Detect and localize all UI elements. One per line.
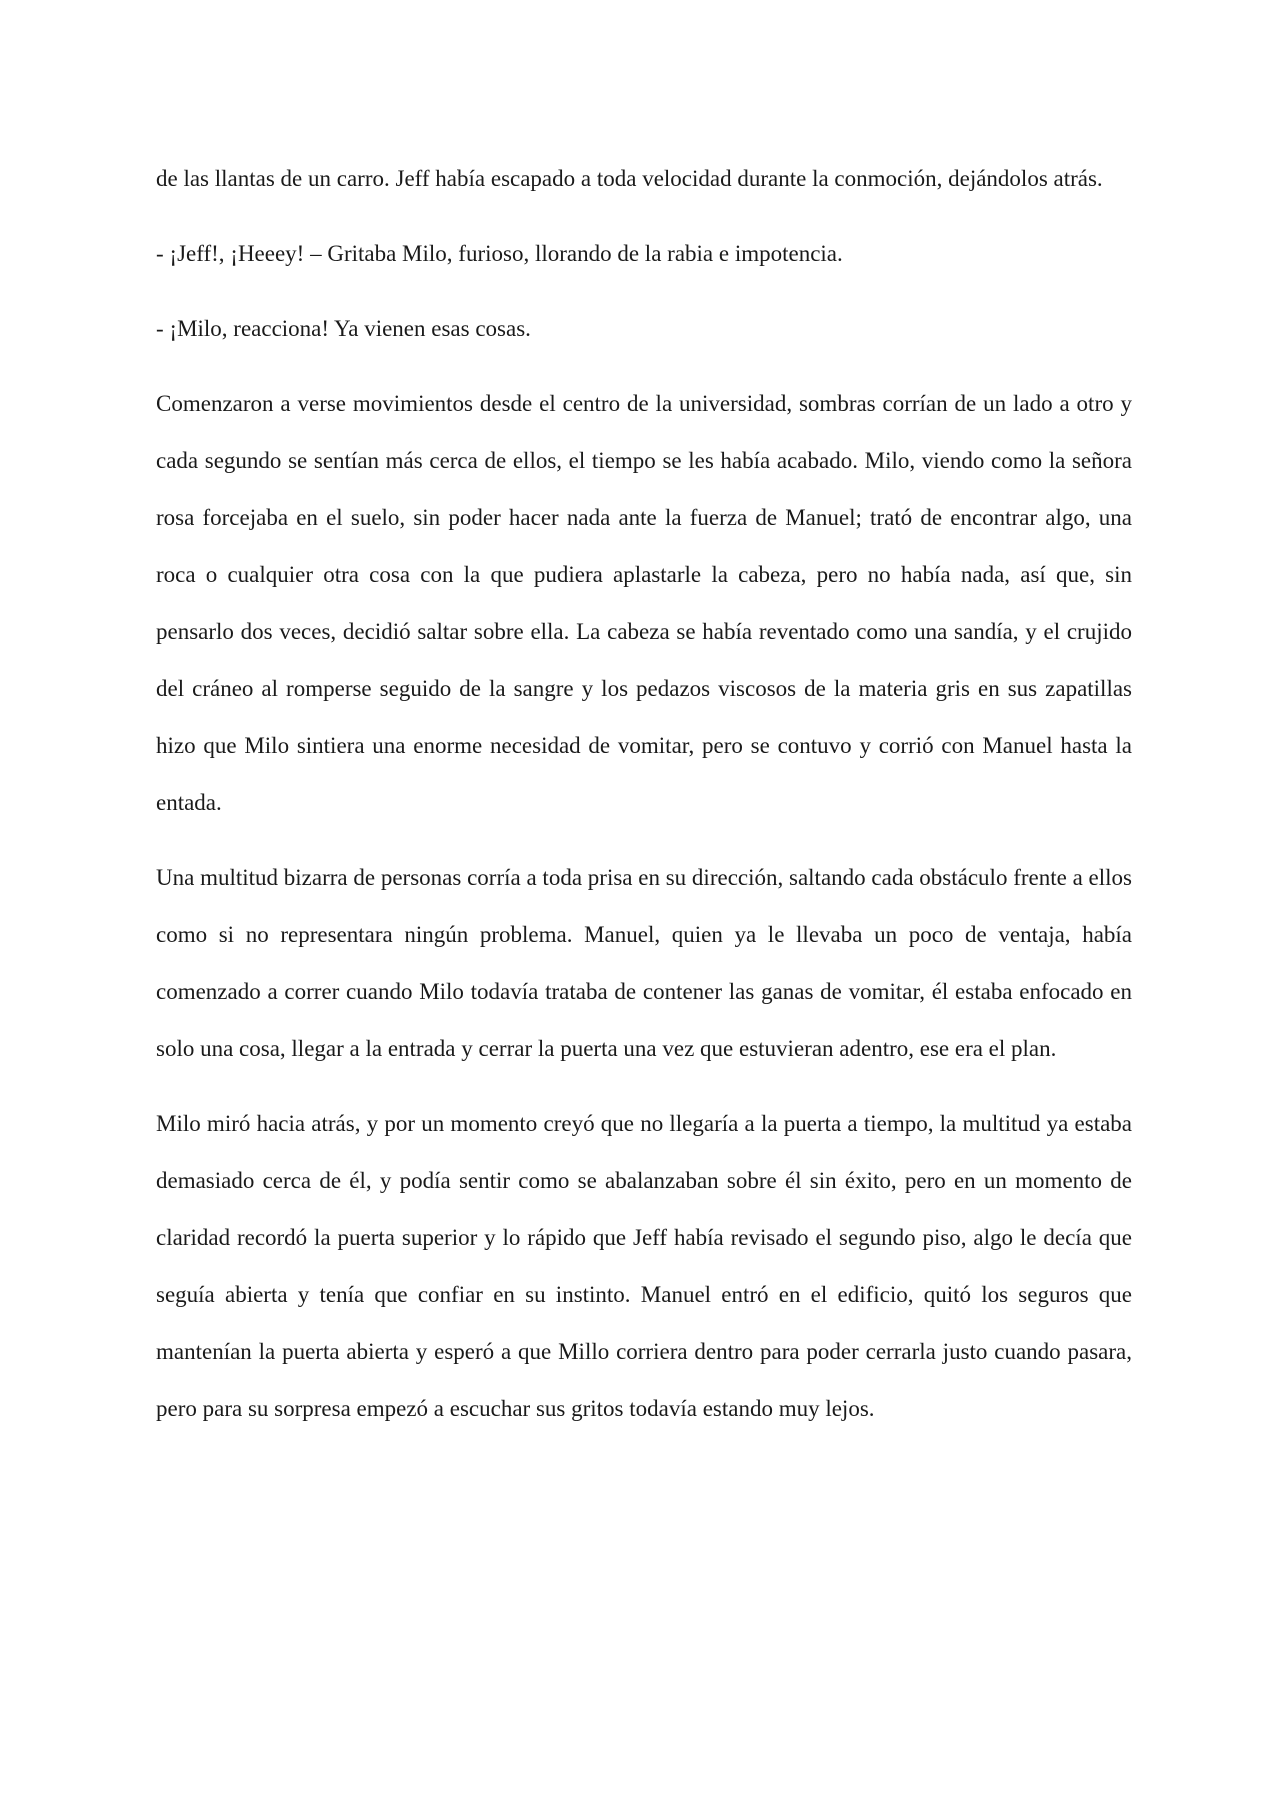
dialogue-line-1: - ¡Jeff!, ¡Heeey! – Gritaba Milo, furioso, llorando de la rabia e impotencia. — [156, 241, 843, 266]
paragraph-3: Una multitud bizarra de personas corría a toda prisa en su dirección, saltando cada obstáculo frente a ellos como si no representara ningún problema. Manuel, quien ya le llevaba un poco de ventaja, había comenzado a correr cuando Milo todavía trataba de contener las ganas de vomitar, él estaba enfocado en solo una cosa, llegar a la entrada y cerrar la puerta una vez que estuvieran adentro, ese era el plan. — [156, 865, 1132, 1061]
paragraph-1: de las llantas de un carro. Jeff había escapado a toda velocidad durante la conmoción, dejándolos atrás. — [156, 166, 1103, 191]
paragraph-4: Milo miró hacia atrás, y por un momento creyó que no llegaría a la puerta a tiempo, la multitud ya estaba demasiado cerca de él, y podía sentir como se abalanzaban sobre él sin éxito, pero en un momento de claridad recordó la puerta superior y lo rápido que Jeff había revisado el segundo piso, algo le decía que seguía abierta y tenía que confiar en su instinto. Manuel entró en el edificio, quitó los seguros que mantenían la puerta abierta y esperó a que Millo corriera dentro para poder cerrarla justo cuando pasara, pero para su sorpresa empezó a escuchar sus gritos todavía estando muy lejos. — [156, 1111, 1132, 1421]
paragraph-2: Comenzaron a verse movimientos desde el centro de la universidad, sombras corrían de un lado a otro y cada segundo se sentían más cerca de ellos, el tiempo se les había acabado. Milo, viendo como la señora rosa forcejaba en el suelo, sin poder hacer nada ante la fuerza de Manuel; trató de encontrar algo, una roca o cualquier otra cosa con la que pudiera aplastarle la cabeza, pero no había nada, así que, sin pensarlo dos veces, decidió saltar sobre ella. La cabeza se había reventado como una sandía, y el crujido del cráneo al romperse seguido de la sangre y los pedazos viscosos de la materia gris en sus zapatillas hizo que Milo sintiera una enorme necesidad de vomitar, pero se contuvo y corrió con Manuel hasta la entada. — [156, 391, 1132, 815]
dialogue-line-2: - ¡Milo, reacciona! Ya vienen esas cosas. — [156, 316, 531, 341]
document-page — [156, 150, 1132, 1455]
